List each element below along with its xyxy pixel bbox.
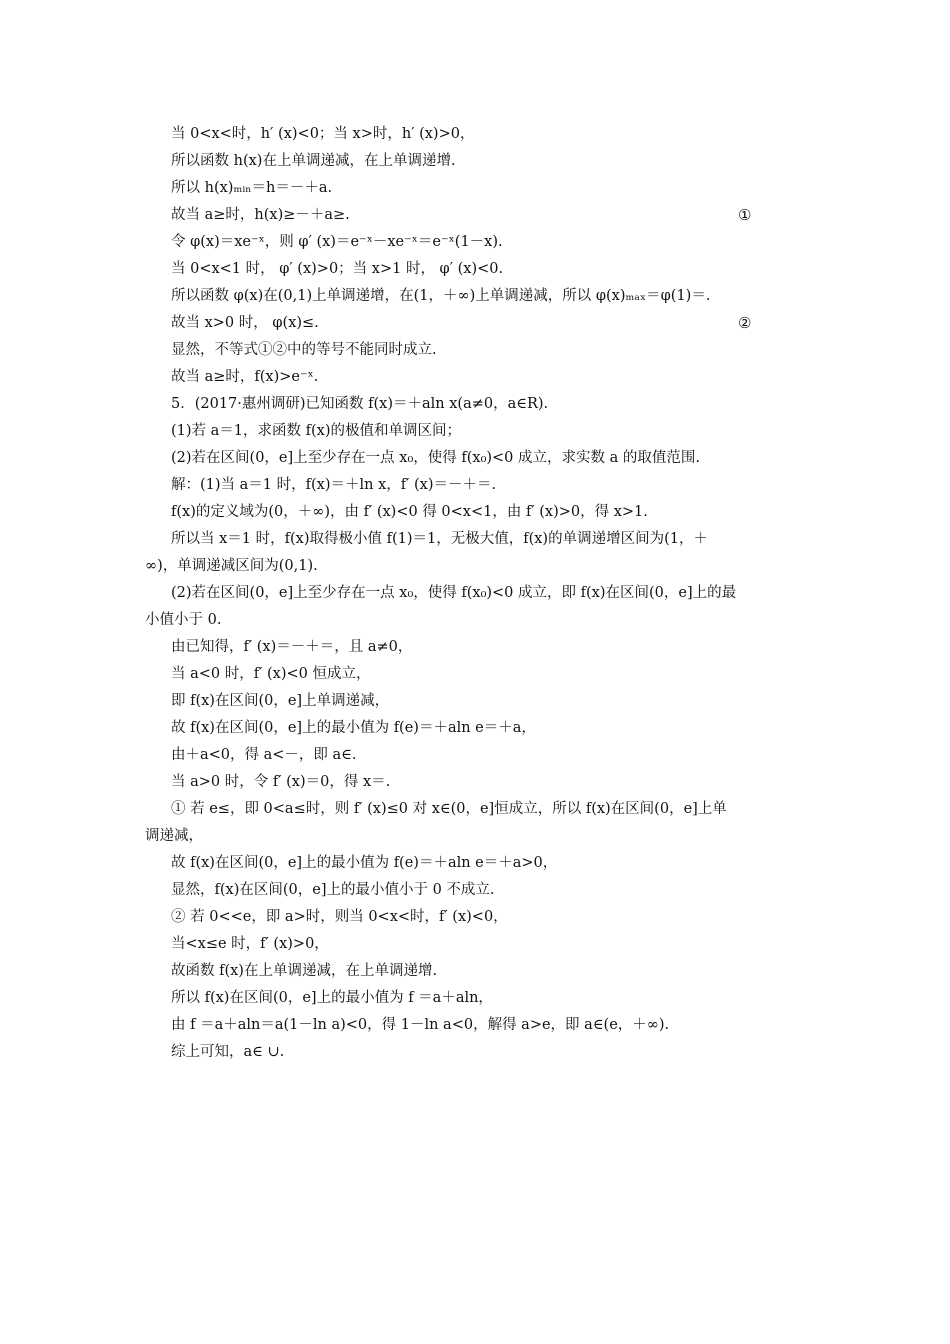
text-line: 当<x≤e 时，f′ (x)>0， <box>171 936 329 952</box>
text-line: 所以函数 φ(x)在(0,1)上单调递增，在(1，＋∞)上单调递减，所以 φ(x)ₘₐₓ＝φ(1)＝. <box>171 288 711 304</box>
text-line: 故当 a≥时，f(x)>e⁻ˣ. <box>171 369 319 385</box>
text-line: 所以函数 h(x)在上单调递减，在上单调递增. <box>171 153 456 169</box>
text-line: 小值小于 0. <box>145 612 222 628</box>
text-line: 即 f(x)在区间(0，e]上单调递减， <box>171 693 390 709</box>
equation-marker-1: ① <box>738 206 752 224</box>
text-line: 令 φ(x)＝xe⁻ˣ，则 φ′ (x)＝e⁻ˣ－xe⁻ˣ＝e⁻ˣ(1－x). <box>171 234 503 250</box>
text-line: 显然，不等式①②中的等号不能同时成立. <box>171 342 437 358</box>
text-line: 调递减， <box>145 828 203 844</box>
text-line: (2)若在区间(0，e]上至少存在一点 x₀，使得 f(x₀)<0 成立，即 f(x)在区间(0，e]上的最 <box>171 585 737 601</box>
text-line: 故 f(x)在区间(0，e]上的最小值为 f(e)＝＋aln e＝＋a， <box>171 720 536 736</box>
text-line: 故当 a≥时，h(x)≥－＋a≥. <box>171 207 350 223</box>
text-line: 故 f(x)在区间(0，e]上的最小值为 f(e)＝＋aln e＝＋a>0， <box>171 855 558 871</box>
text-line: 所以 f(x)在区间(0，e]上的最小值为 f ＝a＋aln， <box>171 990 493 1006</box>
text-line: 解：(1)当 a＝1 时，f(x)＝＋ln x，f′ (x)＝－＋＝. <box>171 477 497 493</box>
text-line: (2)若在区间(0，e]上至少存在一点 x₀，使得 f(x₀)<0 成立，求实数 a 的取值范围. <box>171 450 700 466</box>
text-line: 由已知得，f′ (x)＝－＋＝，且 a≠0， <box>171 639 413 655</box>
text-line: ② 若 0<<e，即 a>时，则当 0<x<时，f′ (x)<0， <box>171 909 508 925</box>
text-line: 所以当 x＝1 时，f(x)取得极小值 f(1)＝1，无极大值，f(x)的单调递增区间为(1，＋ <box>171 531 708 547</box>
text-line: 所以 h(x)ₘᵢₙ＝h＝－＋a. <box>171 180 333 196</box>
text-line: f(x)的定义域为(0，＋∞)，由 f′ (x)<0 得 0<x<1，由 f′ (x)>0，得 x>1. <box>171 504 648 520</box>
text-line: 当 a>0 时，令 f′ (x)＝0，得 x＝. <box>171 774 391 790</box>
text-line: 故当 x>0 时， φ(x)≤. <box>171 315 319 331</box>
text-line: 故函数 f(x)在上单调递减，在上单调递增. <box>171 963 438 979</box>
text-line: 当 0<x<时，h′ (x)<0；当 x>时，h′ (x)>0， <box>171 126 475 142</box>
text-line: 由＋a<0，得 a<－，即 a∈. <box>171 747 357 763</box>
text-line: 当 a<0 时，f′ (x)<0 恒成立， <box>171 666 371 682</box>
text-line: 由 f ＝a＋aln＝a(1－ln a)<0，得 1－ln a<0，解得 a>e，即 a∈(e，＋∞). <box>171 1017 670 1033</box>
text-line: 当 0<x<1 时， φ′ (x)>0；当 x>1 时， φ′ (x)<0. <box>171 261 504 277</box>
text-line: ∞)，单调递减区间为(0,1). <box>145 558 318 574</box>
equation-marker-2: ② <box>738 314 752 332</box>
problem-heading: 5．(2017·惠州调研)已知函数 f(x)＝＋aln x(a≠0，a∈R). <box>171 396 549 412</box>
text-line: ① 若 e≤，即 0<a≤时，则 f′ (x)≤0 对 x∈(0，e]恒成立，所以 f(x)在区间(0，e]上单 <box>171 801 727 817</box>
text-line: 综上可知，a∈ ∪. <box>171 1044 285 1060</box>
text-line: 显然，f(x)在区间(0，e]上的最小值小于 0 不成立. <box>171 882 495 898</box>
text-line: (1)若 a＝1，求函数 f(x)的极值和单调区间； <box>171 423 461 439</box>
